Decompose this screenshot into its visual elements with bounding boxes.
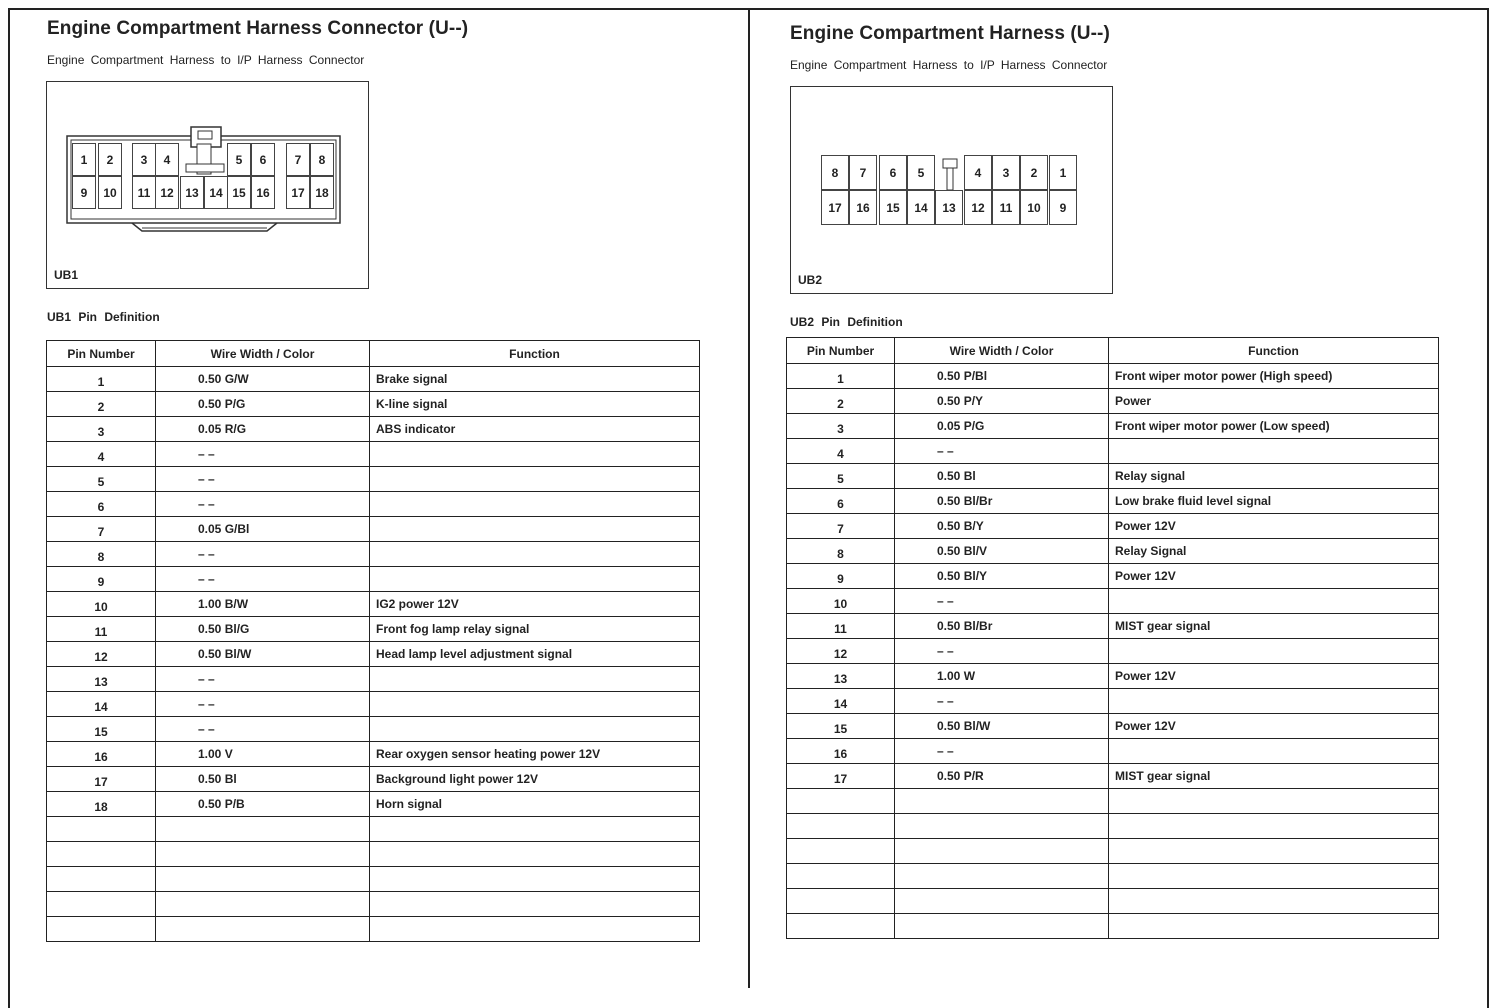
connector-pin: 4 xyxy=(155,143,179,176)
pin-number-cell: 6 xyxy=(787,489,895,514)
pin-number-cell: 16 xyxy=(47,742,156,767)
function-cell xyxy=(370,842,700,867)
table-row xyxy=(47,917,700,942)
wire-cell xyxy=(895,864,1109,889)
table-row xyxy=(787,364,1439,389)
table-row xyxy=(787,914,1439,939)
pin-number-cell: 1 xyxy=(47,367,156,392)
table-row xyxy=(47,792,700,817)
pin-number-cell: 1 xyxy=(787,364,895,389)
function-cell: Brake signal xyxy=(370,367,700,392)
connector-pin: 11 xyxy=(992,190,1020,225)
pin-number-cell: 5 xyxy=(787,464,895,489)
wire-cell: 0.50 Bl/W xyxy=(156,642,370,667)
table-row xyxy=(787,564,1439,589)
table-row xyxy=(47,467,700,492)
table-row xyxy=(47,667,700,692)
pin-definition-title: UB1 Pin Definition xyxy=(47,310,160,324)
connector-pin: 9 xyxy=(72,176,96,209)
connector-pin: 16 xyxy=(849,190,877,225)
connector-pin: 7 xyxy=(849,155,877,190)
function-cell: IG2 power 12V xyxy=(370,592,700,617)
table-row xyxy=(47,867,700,892)
table-row xyxy=(47,567,700,592)
function-cell xyxy=(370,567,700,592)
wire-cell: 0.50 P/G xyxy=(156,392,370,417)
function-cell: MIST gear signal xyxy=(1109,764,1439,789)
function-cell: Front wiper motor power (Low speed) xyxy=(1109,414,1439,439)
table-row xyxy=(47,392,700,417)
function-cell xyxy=(1109,814,1439,839)
wire-cell: 0.50 P/B xyxy=(156,792,370,817)
wire-cell: – – xyxy=(156,542,370,567)
table-row xyxy=(47,767,700,792)
header-wire: Wire Width / Color xyxy=(156,341,370,367)
wire-cell: – – xyxy=(156,492,370,517)
function-cell: Low brake fluid level signal xyxy=(1109,489,1439,514)
wire-cell: – – xyxy=(895,439,1109,464)
wire-cell: 0.50 Bl/W xyxy=(895,714,1109,739)
pin-number-cell: 9 xyxy=(47,567,156,592)
connector-pin: 4 xyxy=(964,155,992,190)
table-row xyxy=(787,464,1439,489)
pin-number-cell xyxy=(787,814,895,839)
pin-number-cell xyxy=(47,917,156,942)
function-cell: MIST gear signal xyxy=(1109,614,1439,639)
function-cell xyxy=(370,892,700,917)
connector-pin: 17 xyxy=(286,176,310,209)
pin-number-cell xyxy=(787,889,895,914)
wire-cell: 0.05 R/G xyxy=(156,417,370,442)
table-row xyxy=(47,367,700,392)
table-row xyxy=(47,692,700,717)
pin-definition-title: UB2 Pin Definition xyxy=(790,315,903,329)
table-row xyxy=(47,417,700,442)
connector-pin: 15 xyxy=(879,190,907,225)
page-title: Engine Compartment Harness (U--) xyxy=(790,23,1110,44)
connector-pin: 1 xyxy=(72,143,96,176)
function-cell xyxy=(370,442,700,467)
connector-pin: 17 xyxy=(821,190,849,225)
table-row xyxy=(787,514,1439,539)
connector-pin: 14 xyxy=(907,190,935,225)
wire-cell: 0.50 P/Y xyxy=(895,389,1109,414)
pin-number-cell xyxy=(47,892,156,917)
wire-cell: – – xyxy=(895,589,1109,614)
wire-cell: – – xyxy=(156,692,370,717)
wire-cell: 0.50 P/Bl xyxy=(895,364,1109,389)
pin-number-cell: 13 xyxy=(787,664,895,689)
wire-cell xyxy=(895,789,1109,814)
pin-number-cell: 4 xyxy=(787,439,895,464)
table-row xyxy=(47,442,700,467)
pin-number-cell: 10 xyxy=(787,589,895,614)
pin-number-cell xyxy=(787,914,895,939)
wire-cell: 1.00 V xyxy=(156,742,370,767)
function-cell xyxy=(370,717,700,742)
function-cell: Background light power 12V xyxy=(370,767,700,792)
function-cell: Power 12V xyxy=(1109,514,1439,539)
function-cell xyxy=(370,667,700,692)
wire-cell: 0.50 Bl/G xyxy=(156,617,370,642)
pin-number-cell: 7 xyxy=(787,514,895,539)
pin-number-cell: 12 xyxy=(47,642,156,667)
table-row xyxy=(47,642,700,667)
connector-pin: 6 xyxy=(251,143,275,176)
pin-number-cell: 3 xyxy=(47,417,156,442)
function-cell: Front fog lamp relay signal xyxy=(370,617,700,642)
wire-cell: 0.50 Bl xyxy=(895,464,1109,489)
connector-pin: 13 xyxy=(180,176,204,209)
function-cell: Front wiper motor power (High speed) xyxy=(1109,364,1439,389)
connector-pin: 5 xyxy=(227,143,251,176)
header-wire: Wire Width / Color xyxy=(895,338,1109,364)
table-row xyxy=(787,614,1439,639)
wire-cell: – – xyxy=(156,567,370,592)
wire-cell: 0.50 Bl/Br xyxy=(895,614,1109,639)
table-row xyxy=(47,592,700,617)
wire-cell: 0.50 G/W xyxy=(156,367,370,392)
function-cell xyxy=(1109,689,1439,714)
function-cell xyxy=(1109,589,1439,614)
pin-number-cell xyxy=(47,842,156,867)
connector-diagram xyxy=(46,81,369,289)
wire-cell: 0.50 Bl xyxy=(156,767,370,792)
function-cell: Power 12V xyxy=(1109,714,1439,739)
pin-number-cell: 14 xyxy=(787,689,895,714)
wire-cell: 0.50 P/R xyxy=(895,764,1109,789)
wire-cell: – – xyxy=(156,442,370,467)
pin-number-cell xyxy=(787,864,895,889)
pin-number-cell: 13 xyxy=(47,667,156,692)
function-cell xyxy=(370,467,700,492)
table-row xyxy=(787,389,1439,414)
wire-cell xyxy=(895,814,1109,839)
table-row xyxy=(47,492,700,517)
wire-cell: 1.00 W xyxy=(895,664,1109,689)
connector-pin: 13 xyxy=(935,190,963,225)
pin-number-cell: 18 xyxy=(47,792,156,817)
pin-number-cell: 10 xyxy=(47,592,156,617)
connector-pin: 8 xyxy=(821,155,849,190)
function-cell xyxy=(370,517,700,542)
connector-pin: 3 xyxy=(992,155,1020,190)
wire-cell: – – xyxy=(156,667,370,692)
wire-cell: – – xyxy=(895,639,1109,664)
pin-number-cell: 4 xyxy=(47,442,156,467)
pin-number-cell: 2 xyxy=(787,389,895,414)
table-row xyxy=(787,714,1439,739)
function-cell xyxy=(1109,439,1439,464)
table-row xyxy=(787,589,1439,614)
function-cell: Power 12V xyxy=(1109,564,1439,589)
connector-pin: 9 xyxy=(1049,190,1077,225)
function-cell: Rear oxygen sensor heating power 12V xyxy=(370,742,700,767)
connector-pin: 10 xyxy=(1020,190,1048,225)
pin-number-cell: 5 xyxy=(47,467,156,492)
table-row xyxy=(787,839,1439,864)
pin-definition-table xyxy=(786,337,1439,939)
page-title: Engine Compartment Harness Connector (U--) xyxy=(47,18,469,39)
pin-number-cell xyxy=(47,867,156,892)
wire-cell xyxy=(895,914,1109,939)
function-cell: Head lamp level adjustment signal xyxy=(370,642,700,667)
connector-pin: 1 xyxy=(1049,155,1077,190)
table-row xyxy=(787,789,1439,814)
right-panel xyxy=(748,0,1496,987)
function-cell xyxy=(370,542,700,567)
function-cell: Power xyxy=(1109,389,1439,414)
connector-pin: 2 xyxy=(98,143,122,176)
table-row xyxy=(47,842,700,867)
table-row xyxy=(787,764,1439,789)
table-row xyxy=(787,889,1439,914)
wire-cell xyxy=(895,839,1109,864)
pin-number-cell: 17 xyxy=(47,767,156,792)
function-cell xyxy=(1109,639,1439,664)
pin-number-cell: 12 xyxy=(787,639,895,664)
pin-number-cell: 8 xyxy=(787,539,895,564)
wire-cell xyxy=(156,892,370,917)
pin-number-cell: 3 xyxy=(787,414,895,439)
table-row xyxy=(787,639,1439,664)
wire-cell: – – xyxy=(156,717,370,742)
left-panel xyxy=(0,0,748,987)
function-cell: Relay signal xyxy=(1109,464,1439,489)
wire-cell xyxy=(895,889,1109,914)
connector-label: UB1 xyxy=(54,268,79,282)
function-cell xyxy=(1109,789,1439,814)
table-row xyxy=(787,539,1439,564)
wire-cell: – – xyxy=(895,739,1109,764)
function-cell: Relay Signal xyxy=(1109,539,1439,564)
pin-number-cell: 2 xyxy=(47,392,156,417)
pin-number-cell: 8 xyxy=(47,542,156,567)
pin-number-cell: 6 xyxy=(47,492,156,517)
wire-cell: 0.50 B/Y xyxy=(895,514,1109,539)
connector-pin: 2 xyxy=(1020,155,1048,190)
table-row xyxy=(787,414,1439,439)
pin-number-cell: 11 xyxy=(787,614,895,639)
pin-number-cell: 15 xyxy=(787,714,895,739)
function-cell xyxy=(1109,864,1439,889)
table-row xyxy=(47,817,700,842)
pin-number-cell xyxy=(787,789,895,814)
connector-pin: 11 xyxy=(132,176,156,209)
table-row xyxy=(787,489,1439,514)
table-row xyxy=(787,739,1439,764)
table-row xyxy=(787,439,1439,464)
function-cell xyxy=(1109,739,1439,764)
table-row xyxy=(47,742,700,767)
wire-cell: 1.00 B/W xyxy=(156,592,370,617)
function-cell: Horn signal xyxy=(370,792,700,817)
wire-cell xyxy=(156,817,370,842)
connector-pin: 5 xyxy=(907,155,935,190)
connector-pin: 16 xyxy=(251,176,275,209)
table-row xyxy=(47,717,700,742)
table-row xyxy=(47,892,700,917)
wire-cell xyxy=(156,842,370,867)
function-cell xyxy=(370,917,700,942)
wire-cell xyxy=(156,867,370,892)
connector-pin: 15 xyxy=(227,176,251,209)
function-cell xyxy=(370,492,700,517)
connector-pin: 14 xyxy=(204,176,228,209)
page-subtitle: Engine Compartment Harness to I/P Harness Connector xyxy=(47,53,365,67)
function-cell: K-line signal xyxy=(370,392,700,417)
table-row xyxy=(47,617,700,642)
table-row xyxy=(787,864,1439,889)
wire-cell: 0.50 Bl/V xyxy=(895,539,1109,564)
pin-number-cell: 11 xyxy=(47,617,156,642)
function-cell: ABS indicator xyxy=(370,417,700,442)
connector-pin: 12 xyxy=(964,190,992,225)
wire-cell: 0.05 P/G xyxy=(895,414,1109,439)
pin-number-cell: 16 xyxy=(787,739,895,764)
pin-number-cell: 9 xyxy=(787,564,895,589)
wire-cell xyxy=(156,917,370,942)
connector-pin: 18 xyxy=(310,176,334,209)
pin-number-cell xyxy=(47,817,156,842)
header-pin-number: Pin Number xyxy=(787,338,895,364)
function-cell xyxy=(370,692,700,717)
connector-pin: 12 xyxy=(155,176,179,209)
function-cell xyxy=(1109,914,1439,939)
pin-number-cell: 7 xyxy=(47,517,156,542)
connector-pin: 8 xyxy=(310,143,334,176)
function-cell xyxy=(370,817,700,842)
wire-cell: 0.50 Bl/Br xyxy=(895,489,1109,514)
pin-number-cell: 17 xyxy=(787,764,895,789)
connector-pin: 6 xyxy=(879,155,907,190)
connector-pin: 10 xyxy=(98,176,122,209)
connector-label: UB2 xyxy=(798,273,823,287)
wire-cell: 0.05 G/Bl xyxy=(156,517,370,542)
connector-pin: 7 xyxy=(286,143,310,176)
page-subtitle: Engine Compartment Harness to I/P Harness Connector xyxy=(790,58,1108,72)
function-cell xyxy=(1109,889,1439,914)
header-pin-number: Pin Number xyxy=(47,341,156,367)
pin-number-cell: 15 xyxy=(47,717,156,742)
header-function: Function xyxy=(370,341,700,367)
header-function: Function xyxy=(1109,338,1439,364)
pin-definition-table xyxy=(46,340,700,942)
wire-cell: – – xyxy=(156,467,370,492)
table-row xyxy=(47,517,700,542)
connector-diagram xyxy=(790,86,1113,294)
table-row xyxy=(787,664,1439,689)
pin-number-cell: 14 xyxy=(47,692,156,717)
table-row xyxy=(787,814,1439,839)
wire-cell: – – xyxy=(895,689,1109,714)
function-cell: Power 12V xyxy=(1109,664,1439,689)
function-cell xyxy=(1109,839,1439,864)
table-row xyxy=(787,689,1439,714)
wire-cell: 0.50 Bl/Y xyxy=(895,564,1109,589)
connector-pin: 3 xyxy=(132,143,156,176)
function-cell xyxy=(370,867,700,892)
table-row xyxy=(47,542,700,567)
pin-number-cell xyxy=(787,839,895,864)
